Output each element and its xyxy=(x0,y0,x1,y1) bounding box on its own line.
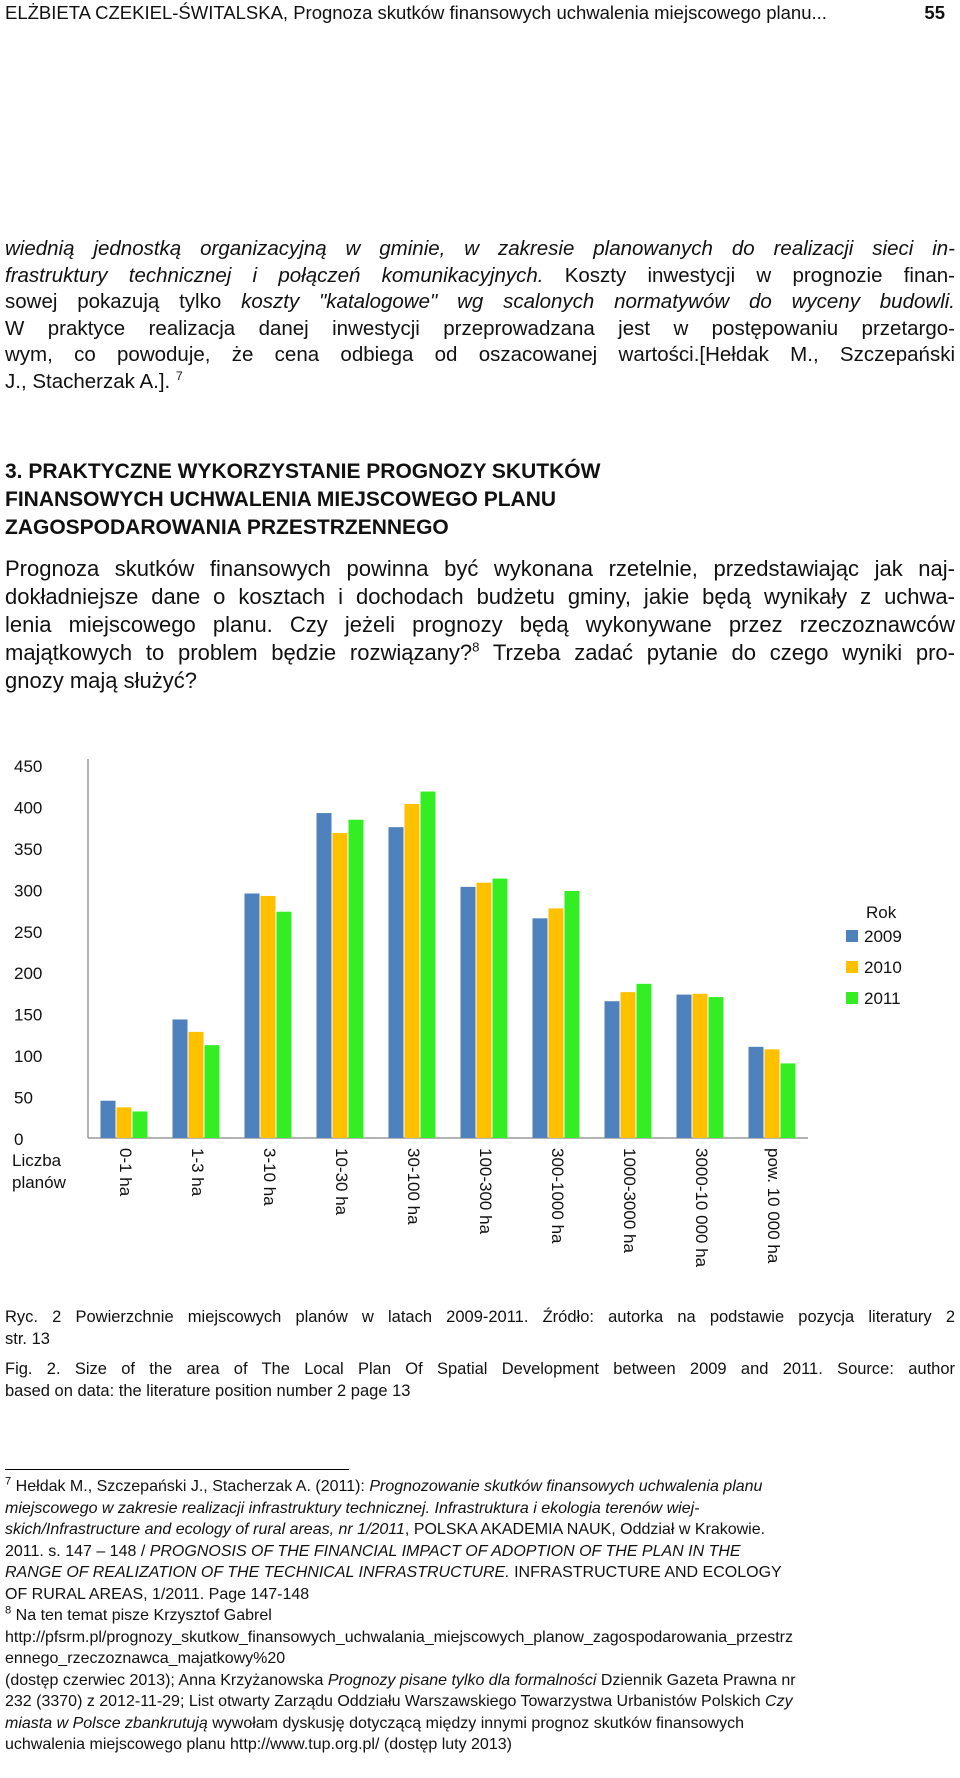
bar-2009-3000-10-000-ha xyxy=(677,995,692,1138)
bar-2009-pow.-10-000-ha xyxy=(749,1047,764,1138)
footnote-rule xyxy=(5,1469,349,1470)
x-tick-label: 100-300 ha xyxy=(476,1148,495,1235)
bar-chart xyxy=(0,742,960,1302)
section-heading xyxy=(5,458,955,542)
intro-paragraph xyxy=(5,236,955,395)
figure-chart xyxy=(0,742,960,1302)
text-span: INFRASTRUCTURE AND ECOLOGY xyxy=(509,1564,782,1581)
y-axis-label: planów xyxy=(12,1173,66,1192)
bar-2010-1000-3000-ha xyxy=(621,992,636,1138)
y-tick-label: 450 xyxy=(14,757,43,776)
bar-2010-1-3-ha xyxy=(189,1032,204,1138)
bar-2010-30-100-ha xyxy=(405,804,420,1138)
bar-2011-30-100-ha xyxy=(421,792,436,1138)
bar-2010-100-300-ha xyxy=(477,883,492,1138)
footnote-line xyxy=(5,1541,955,1563)
bar-2011-3-10-ha xyxy=(277,912,292,1138)
x-tick-label: 1000-3000 ha xyxy=(620,1148,639,1253)
x-tick-label: 3-10 ha xyxy=(260,1148,279,1206)
x-tick-label: 30-100 ha xyxy=(404,1148,423,1225)
footnote-number: 7 xyxy=(5,1475,12,1488)
body-paragraph xyxy=(5,555,955,695)
bar-2011-300-1000-ha xyxy=(565,891,580,1138)
text-span: majątkowych to problem będzie rozwiązany? xyxy=(5,640,473,665)
footnote-line xyxy=(5,1605,955,1627)
caption-line: str. 13 xyxy=(5,1330,50,1348)
heading-line: 3. PRAKTYCZNE WYKORZYSTANIE PROGNOZY SKUTKÓW xyxy=(5,460,601,483)
bar-2011-1000-3000-ha xyxy=(637,984,652,1138)
y-tick-label: 200 xyxy=(14,964,43,984)
bar-2009-1000-3000-ha xyxy=(605,1001,620,1138)
bar-2009-10-30-ha xyxy=(317,813,332,1138)
footnote-line: miejscowego w zakresie realizacji infrastruktury technicznej. Infrastruktura i ekologia terenów wiej- xyxy=(5,1499,700,1517)
text-span: J., Stacherzak A.]. xyxy=(5,369,171,393)
footnote-ref[interactable]: 7 xyxy=(175,368,183,383)
text-span: PROGNOSIS OF THE FINANCIAL IMPACT OF ADOPTION OF THE PLAN IN THE xyxy=(149,1542,741,1560)
caption-pl xyxy=(5,1306,955,1350)
text-span: skich/Infrastructure and ecology of rural areas, nr 1/2011 xyxy=(5,1521,405,1538)
text-line: lenia miejscowego planu. Czy jeżeli prognozy będą wykonywane przez rzeczoznawców xyxy=(5,612,955,637)
page-number: 55 xyxy=(924,2,945,23)
text-line: W praktyce realizacja danej inwestycji przeprowadzana jest w postępowaniu przetargo- xyxy=(5,316,955,340)
text-span: Hełdak M., Szczepański J., Stacherzak A. (2011): xyxy=(11,1478,370,1495)
bar-2010-3-10-ha xyxy=(261,896,276,1138)
caption-line: Ryc. 2 Powierzchnie miejscowych planów w latach 2009-2011. Źródło: autorka na podstawie pozycja literatury 2 xyxy=(5,1308,955,1326)
x-tick-label: 3000-10 000 ha xyxy=(692,1148,711,1268)
text-span: Czy xyxy=(765,1693,793,1710)
text-span: koszty "katalogowe" wg scalonych normatywów do wyceny budowli. xyxy=(241,290,955,313)
x-tick-label: 1-3 ha xyxy=(188,1148,207,1197)
bar-2009-1-3-ha xyxy=(173,1019,188,1138)
footnote-line xyxy=(5,1713,955,1735)
footnote-ref[interactable]: 8 xyxy=(472,639,480,655)
text-line xyxy=(5,263,955,290)
y-axis-label: Liczba xyxy=(12,1151,62,1170)
text-span: , POLSKA AKADEMIA NAUK, Oddział w Krakowie. xyxy=(404,1521,766,1538)
y-tick-label: 100 xyxy=(14,1047,43,1067)
text-span: Dziennik Gazeta Prawna nr xyxy=(596,1671,796,1689)
footnote-line: OF RURAL AREAS, 1/2011. Page 147-148 xyxy=(5,1585,310,1603)
caption-en xyxy=(5,1358,955,1402)
text-span: RANGE OF REALIZATION OF THE TECHNICAL INFRASTRUCTURE. xyxy=(5,1564,510,1581)
legend-swatch-2010 xyxy=(846,961,858,973)
bar-2011-0-1-ha xyxy=(133,1111,148,1138)
x-tick-label: 0-1 ha xyxy=(116,1148,135,1197)
bar-2010-10-30-ha xyxy=(333,833,348,1138)
bar-2009-100-300-ha xyxy=(461,887,476,1138)
bar-2011-3000-10-000-ha xyxy=(709,997,724,1138)
text-span: Koszty inwestycji w prognozie finan- xyxy=(543,263,956,287)
footnotes xyxy=(5,1476,955,1756)
bar-2010-0-1-ha xyxy=(117,1107,132,1138)
footnote-line xyxy=(5,1670,955,1692)
bar-2011-pow.-10-000-ha xyxy=(781,1063,796,1138)
y-tick-label: 0 xyxy=(14,1130,24,1149)
legend-title: Rok xyxy=(866,903,897,922)
x-tick-label: 10-30 ha xyxy=(332,1148,351,1216)
bar-2009-300-1000-ha xyxy=(533,918,548,1138)
text-line: gnozy mają służyć? xyxy=(5,668,197,693)
legend-swatch-2009 xyxy=(846,930,858,942)
footnote-line xyxy=(5,1691,955,1713)
running-header xyxy=(5,0,955,28)
y-tick-label: 300 xyxy=(14,881,43,901)
bar-2010-pow.-10-000-ha xyxy=(765,1049,780,1138)
bar-2010-300-1000-ha xyxy=(549,908,564,1138)
text-span: (dostęp czerwiec 2013); Anna Krzyżanowska xyxy=(5,1671,328,1689)
text-line: Prognoza skutków finansowych powinna być wykonana rzetelnie, przedstawiając jak naj- xyxy=(5,556,955,581)
footnote-line: uchwalenia miejscowego planu http://www.tup.org.pl/ (dostęp luty 2013) xyxy=(5,1736,512,1753)
text-line: wiednią jednostką organizacyjną w gminie, w zakresie planowanych do realizacji sieci in- xyxy=(5,237,955,260)
text-span: Na ten temat pisze Krzysztof Gabrel xyxy=(11,1607,272,1624)
bar-2009-3-10-ha xyxy=(245,893,260,1138)
caption-line: Fig. 2. Size of the area of The Local Plan Of Spatial Development between 2009 and 2011. Source: author xyxy=(5,1360,955,1378)
bar-2011-1-3-ha xyxy=(205,1045,220,1138)
text-line: wym, co powoduje, że cena odbiega od oszacowanej wartości.[Hełdak M., Szczepański xyxy=(5,343,955,366)
heading-line: FINANSOWYCH UCHWALENIA MIEJSCOWEGO PLANU xyxy=(5,488,557,511)
legend-label: 2009 xyxy=(864,927,902,946)
text-span: miasta w Polsce zbankrutują xyxy=(5,1714,208,1732)
text-line: dokładniejsze dane o kosztach i dochodach budżetu gminy, jakie będą wynikały z uchwa- xyxy=(5,584,955,609)
footnote-link[interactable]: http://pfsrm.pl/prognozy_skutkow_finansowych_uchwalania_miejscowych_planow_zagospodarowania_przestrz xyxy=(5,1628,793,1646)
legend-label: 2011 xyxy=(864,989,901,1008)
text-span: Prognozy pisane tylko dla formalności xyxy=(327,1671,597,1689)
text-span: Prognozowanie skutków finansowych uchwalenia planu xyxy=(369,1478,763,1495)
y-tick-label: 150 xyxy=(14,1005,43,1025)
footnote-number: 8 xyxy=(5,1604,12,1617)
text-span: Trzeba zadać pytanie do czego wyniki pro- xyxy=(479,640,955,665)
caption-line: based on data: the literature position number 2 page 13 xyxy=(5,1382,411,1400)
heading-line: ZAGOSPODAROWANIA PRZESTRZENNEGO xyxy=(5,516,449,539)
bar-2009-30-100-ha xyxy=(389,827,404,1138)
text-span: frastruktury technicznej i połączeń komunikacyjnych. xyxy=(5,263,544,287)
bar-2011-10-30-ha xyxy=(349,820,364,1138)
y-tick-label: 350 xyxy=(14,839,43,859)
text-span: sowej pokazują tylko xyxy=(5,290,242,313)
legend-label: 2010 xyxy=(864,958,902,977)
bar-2009-0-1-ha xyxy=(101,1101,116,1138)
text-line xyxy=(5,289,955,316)
x-tick-label: 300-1000 ha xyxy=(548,1148,567,1244)
bar-2010-3000-10-000-ha xyxy=(693,994,708,1138)
text-line xyxy=(5,369,955,396)
x-tick-label: pow. 10 000 ha xyxy=(764,1148,783,1264)
y-tick-label: 400 xyxy=(14,798,43,818)
legend-swatch-2011 xyxy=(846,992,858,1004)
text-line xyxy=(5,639,955,667)
footnote-link[interactable]: ennego_rzeczoznawca_majatkowy%20 xyxy=(5,1650,286,1667)
footnote-line xyxy=(5,1562,955,1584)
running-title: ELŻBIETA CZEKIEL-ŚWITALSKA, Prognoza skutków finansowych uchwalenia miejscowego planu... xyxy=(5,2,827,23)
text-span: 232 (3370) z 2012-11-29; List otwarty Zarządu Oddziału Warszawskiego Towarzystwa Urbanistów Polskich xyxy=(5,1693,766,1710)
footnote-line xyxy=(5,1519,955,1541)
text-span: 2011. s. 147 – 148 / xyxy=(5,1542,150,1560)
bar-2011-100-300-ha xyxy=(493,879,508,1138)
footnote-line xyxy=(5,1476,955,1498)
text-span: wywołam dyskusję dotyczącą między innymi prognoz skutków finansowych xyxy=(207,1714,744,1732)
y-tick-label: 250 xyxy=(14,922,43,942)
y-tick-label: 50 xyxy=(14,1088,33,1108)
